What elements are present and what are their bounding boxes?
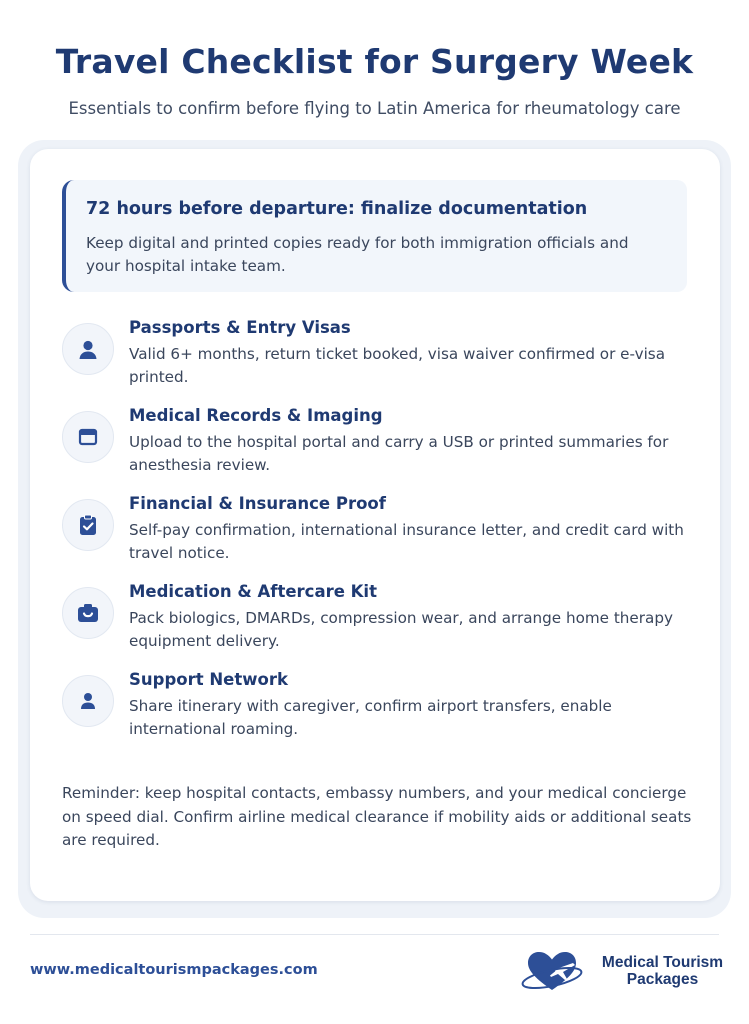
callout-body: Keep digital and printed copies ready for both immigration officials and your hospital intake team.	[86, 234, 629, 275]
heart-plane-logo-icon	[520, 950, 584, 994]
item-title: Financial & Insurance Proof	[129, 494, 386, 513]
reminder-note: Reminder: keep hospital contacts, embassy numbers, and your medical concierge on speed dial. Confirm airline medical clearance if mobility aids or additional seats are required.	[62, 784, 692, 849]
item-description: Upload to the hospital portal and carry a USB or printed summaries for anesthesia review.	[129, 433, 669, 474]
item-title: Support Network	[129, 670, 288, 689]
page-title: Travel Checklist for Surgery Week	[55, 42, 694, 81]
item-description: Pack biologics, DMARDs, compression wear, and arrange home therapy equipment delivery.	[129, 609, 673, 650]
window-icon	[62, 411, 114, 463]
item-description: Share itinerary with caregiver, confirm airport transfers, enable international roaming.	[129, 697, 612, 738]
user-icon	[62, 675, 114, 727]
logo-line-1: Medical Tourism	[601, 954, 724, 971]
logo-line-2: Packages	[626, 971, 699, 988]
item-description: Valid 6+ months, return ticket booked, visa waiver confirmed or e-visa printed.	[129, 345, 666, 386]
item-title: Medical Records & Imaging	[129, 406, 383, 425]
person-icon	[62, 323, 114, 375]
item-title: Passports & Entry Visas	[129, 318, 351, 337]
footer-divider	[30, 934, 719, 935]
clipboard-check-icon	[62, 499, 114, 551]
item-description: Self-pay confirmation, international insurance letter, and credit card with travel notice.	[129, 521, 684, 562]
page-subtitle: Essentials to confirm before flying to Latin America for rheumatology care	[68, 99, 681, 118]
callout-title: 72 hours before departure: finalize documentation	[86, 199, 588, 219]
brand-logo	[520, 948, 725, 998]
website-link[interactable]: www.medicaltourismpackages.com	[30, 962, 318, 978]
departure-callout	[62, 180, 687, 292]
camera-icon	[62, 587, 114, 639]
item-title: Medication & Aftercare Kit	[129, 582, 377, 601]
logo-wordmark	[600, 954, 725, 988]
